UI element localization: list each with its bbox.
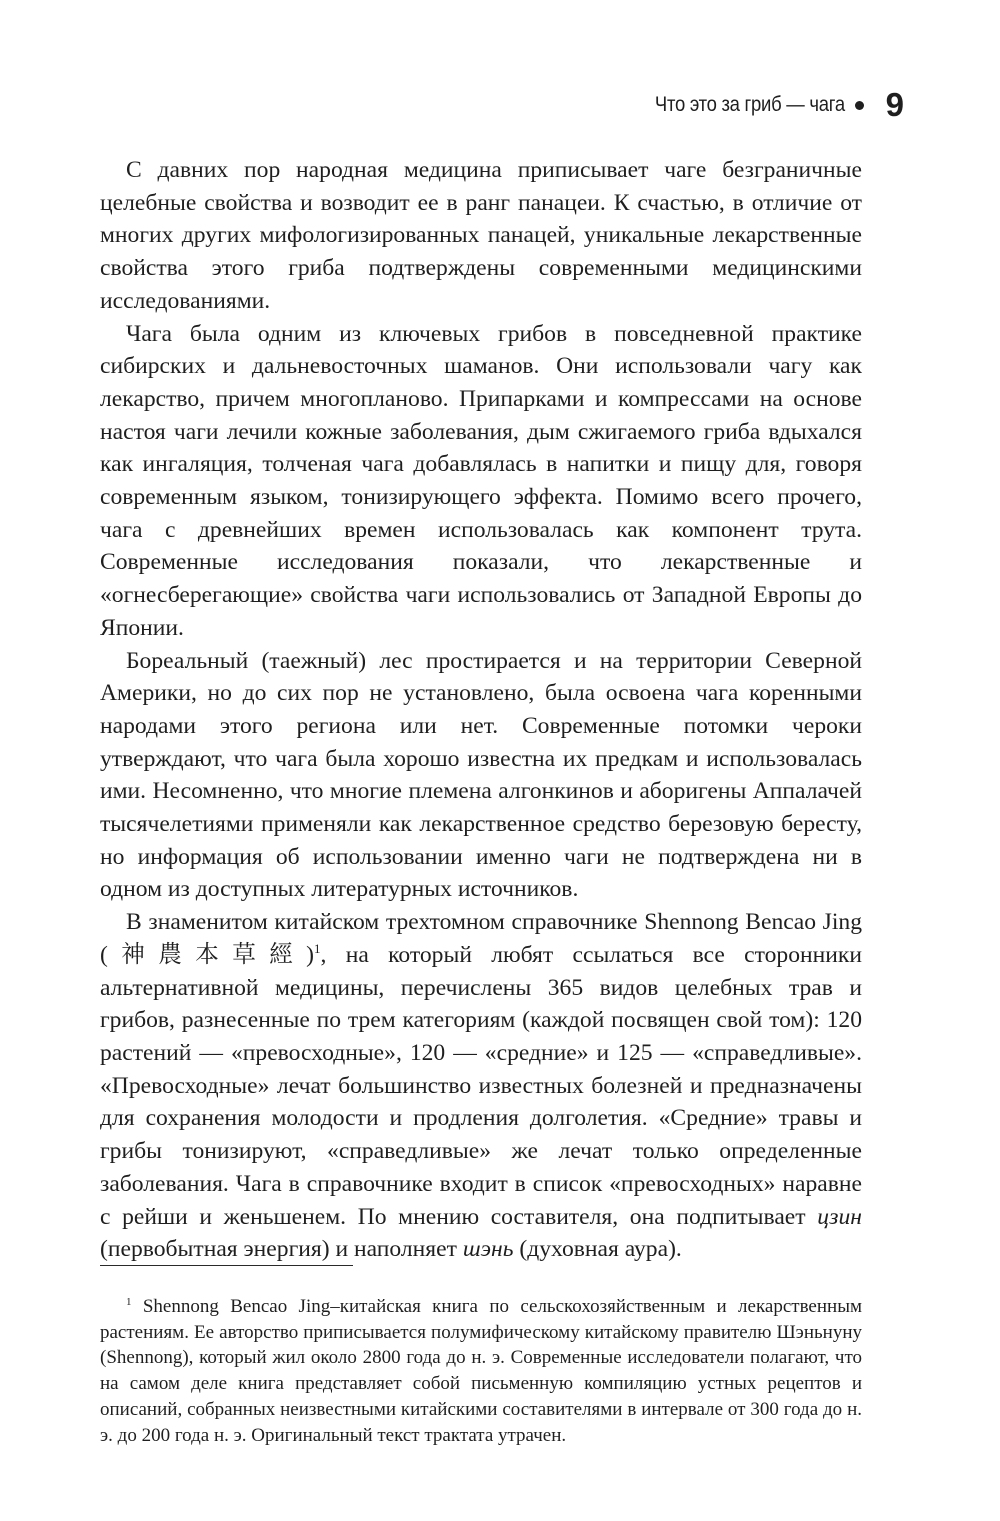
page-number: 9 [885,86,904,123]
paragraph-3: Бореальный (таежный) лес простирается и на территории Северной Америки, но до сих пор не установлено, была освоена чага коренными народами этого региона или нет. Современные потомки чероки утверждают, что чага была хорошо известна их предкам и использовалась ими. Несомненно, что многие племена алгонкинов и аборигены Аппалачей тысячелетиями применяли как лекарственное средство березовую бересту, но информация об использовании именно чаги не подтверждена ни в одном из доступных литературных источников. [100,647,862,903]
running-title: Что это за гриб — чага [654,93,845,116]
paragraph-1: С давних пор народная медицина приписывает чаге безграничные целебные свойства и возводит ее в ранг панацеи. К счастью, в отличие от многих других мифологизированных панацей, уникальные лекарственные свойства этого гриба подтверждены современными медицинскими исследованиями. [100,157,862,314]
paragraph-4 [100,906,862,1266]
paragraph-4-text-1: В знаменитом китайском трехтомном справочнике Shennong Bencao Jing (神農本草經) [100,909,862,968]
running-header [629,86,904,124]
term-tszin: цзин [817,1203,862,1230]
paragraph-4-text-3: (первобытная энергия) и наполняет [100,1236,463,1263]
paragraph-4-text-4: (духовная аура). [513,1236,682,1263]
term-shen: шэнь [462,1236,514,1263]
bullet-separator-icon [855,101,864,110]
footnote-paragraph [100,1294,862,1448]
footnote-marker: 1 [126,1296,132,1308]
footnote-reference[interactable]: 1 [314,940,321,956]
paragraph-2: Чага была одним из ключевых грибов в повседневной практике сибирских и дальневосточных шаманов. Они использовали чагу как лекарство, причем многопланово. Припарками и компрессами на основе настоя чаги лечили кожные заболевания, дым сжигаемого гриба вдыхался как ингаляция, толченая чага добавлялась в напитки и пищу для, говоря современным языком, тонизирующего эффекта. Помимо всего прочего, чага с древнейших времен использовалась как компонент трута. Современные исследования показали, что лекарственные и «огнесберегающие» свойства чаги использовались от Западной Европы до Японии. [100,320,862,641]
footnote-divider [100,1265,353,1266]
footnote [100,1294,862,1448]
footnote-text: Shennong Bencao Jing–китайская книга по сельскохозяйственным и лекарственным растениям. Ее авторство приписывается полумифическому китайскому правителю Шэньнуну (Shennong), который жил около 2800 года до н. э. Современные исследователи полагают, что на самом деле книга представляет собой письменную компиляцию устных рецептов и описаний, собранных неизвестными китайскими составителями в интервале от 300 года до н. э. до 200 года н. э. Оригинальный текст трактата утрачен. [100,1296,862,1446]
body-text [100,154,862,1266]
paragraph-4-text-2: , на который любят ссылаться все сторонники альтернативной медицины, перечислены 365 видов целебных трав и грибов, разнесенные по трем категориям (каждой посвящен свой том): 120 растений — «превосходные», 120 — «средние» и 125 — «справедливые». «Превосходные» лечат большинство известных болезней и предназначены для сохранения молодости и продления долголетия. «Средние» травы и грибы тонизируют, «справедливые» же лечат только определенные заболевания. Чага в справочнике входит в список «превосходных» наравне с рейши и женьшенем. По мнению составителя, она подпитывает [100,941,862,1230]
